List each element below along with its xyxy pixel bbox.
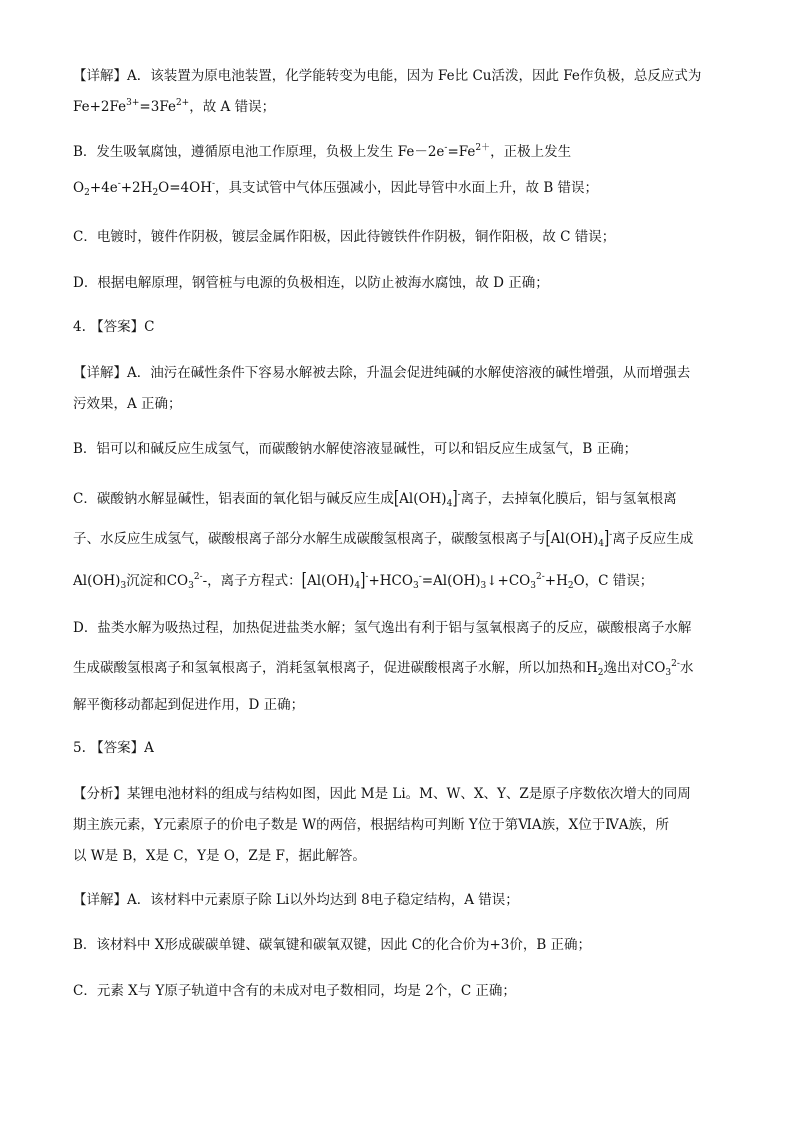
text: B．发生吸氧腐蚀，遵循原电池工作原理，负极上发生 Fe－2e	[73, 144, 445, 160]
answer-4-detail-d	[73, 619, 723, 638]
formula: +HCO	[368, 573, 413, 589]
formula: Al(OH)	[550, 531, 599, 547]
superscript: 2-	[671, 659, 680, 669]
answer-3-detail-d	[73, 274, 723, 293]
text: +4e	[89, 180, 118, 196]
formula: CO	[166, 573, 189, 589]
answer-4-detail-d-cont1	[73, 659, 723, 678]
text: Al(OH)	[73, 573, 121, 589]
text: -，离子方程式：	[202, 573, 302, 589]
answer-4-detail-c-cont1	[73, 530, 723, 549]
bracket-open: [	[545, 528, 551, 550]
text: 离子，去掉氧化膜后，铝与氢氧根离	[460, 491, 677, 507]
formula: +H	[544, 573, 568, 589]
answer-5-detail-b	[73, 936, 723, 955]
answer-5-detail-c	[73, 982, 723, 1001]
text: ，具支试管中气体压强减小，因此导管中水面上升，故 B 错误；	[215, 180, 599, 196]
answer-5-analysis-cont1	[73, 816, 723, 835]
subscript: 4	[354, 581, 361, 591]
superscript: 3+	[126, 98, 140, 108]
superscript: -	[418, 572, 422, 582]
answer-3-detail-c	[73, 228, 723, 247]
text: 逸出对	[603, 660, 645, 676]
superscript: -	[457, 490, 461, 500]
answer-5-detail-a	[73, 891, 723, 910]
text: Fe+2Fe	[73, 99, 127, 115]
text: 子、水反应生成氢气，碳酸根离子部分水解生成碳酸氢根离子，碳酸氢根离子与	[73, 531, 546, 547]
subscript: 3	[665, 668, 672, 678]
superscript: -	[211, 179, 216, 189]
formula: CO	[644, 660, 666, 676]
formula: Al(OH)	[306, 573, 355, 589]
text: C．电镀时，镀件作阴极，镀层金属作阳极，因此待镀铁件作阴极，铜作阳极，故 C 错误；	[73, 229, 616, 245]
text: D．盐类水解为吸热过程，加热促进盐类水解；氢气逸出有利于铝与氢氧根离子的反应，碳酸根离子水解	[73, 620, 692, 636]
text: B．该材料中 X形成碳碳单键、碳氧键和碳氧双键，因此 C的化合价为+3价，B 正确；	[73, 937, 592, 953]
answer-3-detail-b	[73, 143, 723, 162]
subscript: 2	[597, 668, 604, 678]
text: 解平衡移动都起到促进作用，D 正确；	[73, 697, 305, 713]
text: +2H	[120, 180, 153, 196]
answer-4-detail-b	[73, 440, 723, 459]
text: 水	[679, 660, 694, 676]
bracket-close: ]	[603, 528, 610, 550]
subscript: 2	[567, 581, 574, 591]
text: D．根据电解原理，钢管桩与电源的负极相连，以防止被海水腐蚀，故 D 正确；	[73, 275, 549, 291]
subscript: 3	[530, 581, 536, 591]
text: C．元素 X与 Y原子轨道中含有的未成对电子数相同，均是 2个，C 正确；	[73, 983, 516, 999]
text: 【分析】某锂电池材料的组成与结构如图，因此 M是 Li。M、W、X、Y、Z是原子序数依次增大的同周	[73, 786, 691, 802]
subscript: 3	[188, 581, 194, 591]
superscript: 2＋	[475, 143, 491, 153]
superscript: 2-	[536, 572, 545, 582]
bracket-open: [	[393, 488, 400, 510]
formula: =Al(OH)	[421, 573, 481, 589]
bracket-close: ]	[452, 488, 458, 510]
subscript: 2	[152, 188, 159, 198]
answer-4-detail-d-cont2	[73, 696, 723, 715]
subscript: 4	[446, 499, 453, 509]
subscript: 4	[598, 539, 604, 549]
superscript: 2+	[175, 98, 190, 108]
text: =3Fe	[139, 99, 176, 115]
text: 离子反应生成	[612, 531, 694, 547]
answer-5-analysis	[73, 785, 723, 804]
answer-4-heading	[73, 318, 723, 337]
subscript: 3	[120, 581, 127, 591]
formula: H	[586, 660, 598, 676]
text: C．碳酸钠水解显碱性，铝表面的氧化铝与碱反应生成	[73, 491, 394, 507]
text: 污效果，A 正确；	[73, 396, 182, 412]
text: 【详解】A．该材料中元素原子除 Li以外均达到 8电子稳定结构，A 错误；	[73, 892, 519, 908]
text: 4. 【答案】C	[73, 319, 155, 335]
text: 【详解】A．油污在碱性条件下容易水解被去除，升温会促进纯碱的水解使溶液的碱性增强，从而增强去	[73, 365, 691, 381]
text: O	[73, 180, 85, 196]
text: 5. 【答案】A	[73, 740, 154, 756]
answer-5-analysis-cont2	[73, 847, 723, 866]
text: B．铝可以和碱反应生成氢气，而碳酸钠水解使溶液显碱性，可以和铝反应生成氢气，B 正确；	[73, 441, 638, 457]
answer-4-detail-a-cont	[73, 395, 723, 414]
bracket-open: [	[301, 570, 307, 592]
text: O，C 错误；	[573, 573, 654, 589]
subscript: 3	[412, 581, 419, 591]
answer-4-detail-c	[73, 490, 723, 509]
superscript: 2-	[193, 572, 203, 582]
subscript: 2	[84, 188, 90, 198]
answer-4-detail-a	[73, 364, 723, 383]
text: O=4OH	[158, 180, 212, 196]
superscript: -	[365, 572, 369, 582]
answer-4-detail-c-cont2	[73, 572, 723, 591]
bracket-close: ]	[360, 570, 366, 592]
superscript: -	[609, 530, 613, 540]
text: 以 W是 B，X是 C，Y是 O，Z是 F，据此解答。	[73, 848, 366, 864]
text: 生成碳酸氢根离子和氢氧根离子，消耗氢氧根离子，促进碳酸根离子水解，所以加热和	[73, 660, 586, 676]
text: 沉淀和	[126, 573, 167, 589]
text: 【详解】A．该装置为原电池装置，化学能转变为电能，因为 Fe比 Cu活泼，因此 Fe作负极，总反应式为	[73, 68, 702, 84]
answer-3-detail-b-cont	[73, 179, 723, 198]
superscript: -	[117, 179, 121, 189]
subscript: 3	[480, 581, 487, 591]
answer-3-detail-a	[73, 67, 723, 86]
superscript: -	[444, 143, 448, 153]
formula: Al(OH)	[399, 491, 447, 507]
text: 期主族元素，Y元素原子的价电子数是 W的两倍，根据结构可判断 Y位于第ⅥA族，X位于ⅣA族，所	[73, 817, 669, 833]
text: ，故 A 错误；	[189, 99, 276, 115]
text: ，正极上发生	[490, 144, 572, 160]
answer-5-heading	[73, 739, 723, 758]
text: =Fe	[447, 144, 476, 160]
formula: ↓+CO	[486, 573, 531, 589]
answer-3-equation	[73, 98, 723, 117]
